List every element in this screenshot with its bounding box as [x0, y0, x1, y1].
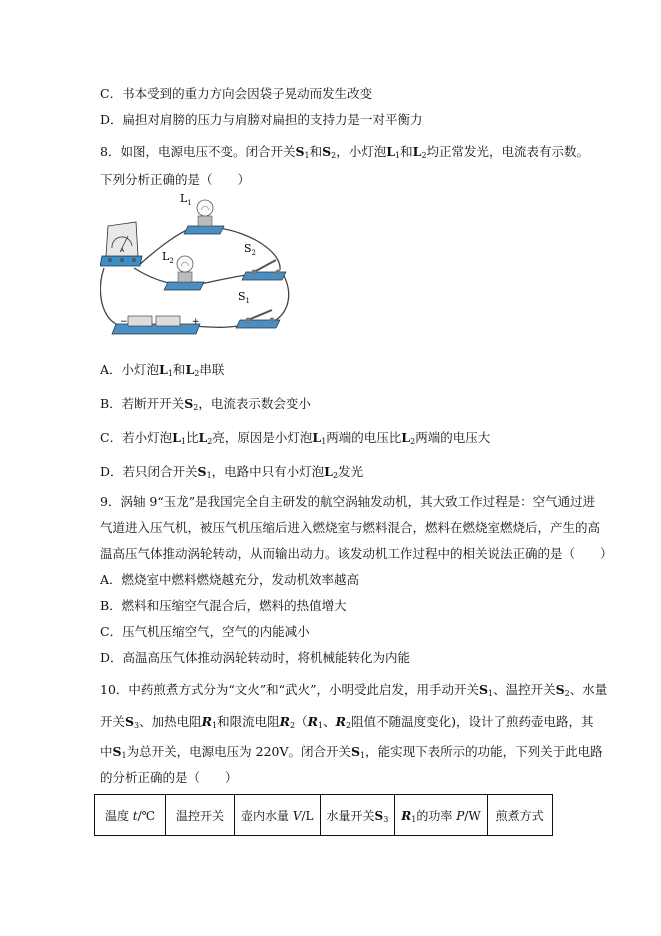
q8-option-d: D．若只闭合开关$S_1$，电路中只有小灯泡$L_2$发光: [100, 464, 364, 480]
q9-stem-line2: 气道进入压气机，被压气机压缩后进入燃烧室与燃料混合，燃料在燃烧室燃烧后，产生的高: [100, 520, 601, 535]
q9-stem-line1: 9．涡轴 9“玉龙”是我国完全自主研发的航空涡轴发动机，其大致工作过程是：空气通过进: [100, 494, 596, 509]
switch-s2: [242, 242, 286, 280]
q9-option-d: D．高温高压气体推动涡轮转动时，将机械能转化为内能: [100, 650, 411, 665]
header-r1-power: $R_1$的功率 P/W: [395, 795, 487, 836]
battery: [112, 316, 200, 334]
circuit-figure: [100, 192, 300, 340]
svg-text:−: −: [120, 317, 128, 327]
q8-stem-line1: 8．如图，电源电压不变。闭合开关$S_1$和$S_2$，小灯泡$L_1$和$L_2$均正常发光，电流表有示数。: [100, 144, 590, 160]
option-d-prev: D．扁担对肩膀的压力与肩膀对扁担的支持力是一对平衡力: [100, 112, 423, 127]
q9-option-a: A．燃烧室中燃料燃烧越充分，发动机效率越高: [100, 572, 360, 587]
q9-stem-line3: 温高压气体推动涡轮转动，从而输出动力。该发动机工作过程中的相关说法正确的是（ ）: [100, 546, 613, 561]
q10-stem-line2: 开关$S_3$、加热电阻$R_1$和限流电阻$R_2(R_1$、$R_2$阻值不随温度变化)，设计了煎药壶电路，其: [100, 714, 594, 730]
q8-option-b: B．若断开开关$S_2$，电流表示数会变小: [100, 396, 311, 412]
q10-stem-line1: 10．中药煎煮方式分为“文火”和“武火”，小明受此启发，用手动开关$S_1$、温控开关$S_2$、水量: [100, 682, 608, 698]
svg-text:L2: $L_2$: [162, 250, 174, 265]
option-c-prev: C．书本受到的重力方向会因袋子晃动而发生改变: [100, 86, 373, 101]
lamp-l2: [162, 250, 204, 290]
ammeter-label: A: [119, 247, 125, 254]
q10-stem-line3: 中$S_1$为总开关，电源电压为 220V。闭合开关$S_1$，能实现下表所示的功能，下列关于此电路: [100, 744, 603, 760]
header-temperature: 温度 t/℃: [95, 795, 166, 836]
q8-option-c: C．若小灯泡$L_1$比$L_2$亮，原因是小灯泡$L_1$两端的电压比$L_2$两端的电压大: [100, 430, 491, 446]
q8-stem-line2: 下列分析正确的是（ ）: [100, 172, 251, 187]
svg-text:+: +: [192, 317, 200, 327]
svg-text:S1: $S_1$: [238, 290, 251, 305]
lamp-l1: [180, 192, 224, 234]
header-cooking-mode: 煎煮方式: [487, 795, 552, 836]
svg-text:S2: $S_2$: [244, 242, 257, 257]
switch-s1: [236, 290, 280, 328]
header-thermo-switch: 温控开关: [166, 795, 235, 836]
ammeter: [100, 222, 142, 266]
q9-option-b: B．燃料和压缩空气混合后，燃料的热值增大: [100, 598, 347, 613]
q10-table: [94, 794, 553, 836]
q8-option-a: A．小灯泡$L_1$和$L_2$串联: [100, 362, 225, 378]
table-header-row: [95, 795, 553, 836]
header-water-switch: 水量开关$S_3$: [320, 795, 395, 836]
q9-option-c: C．压气机压缩空气，空气的内能减小: [100, 624, 310, 639]
header-water-volume: 壶内水量 V/L: [235, 795, 321, 836]
q10-stem-line4: 的分析正确的是（ ）: [100, 770, 238, 785]
svg-text:L1: $L_1$: [180, 192, 192, 207]
